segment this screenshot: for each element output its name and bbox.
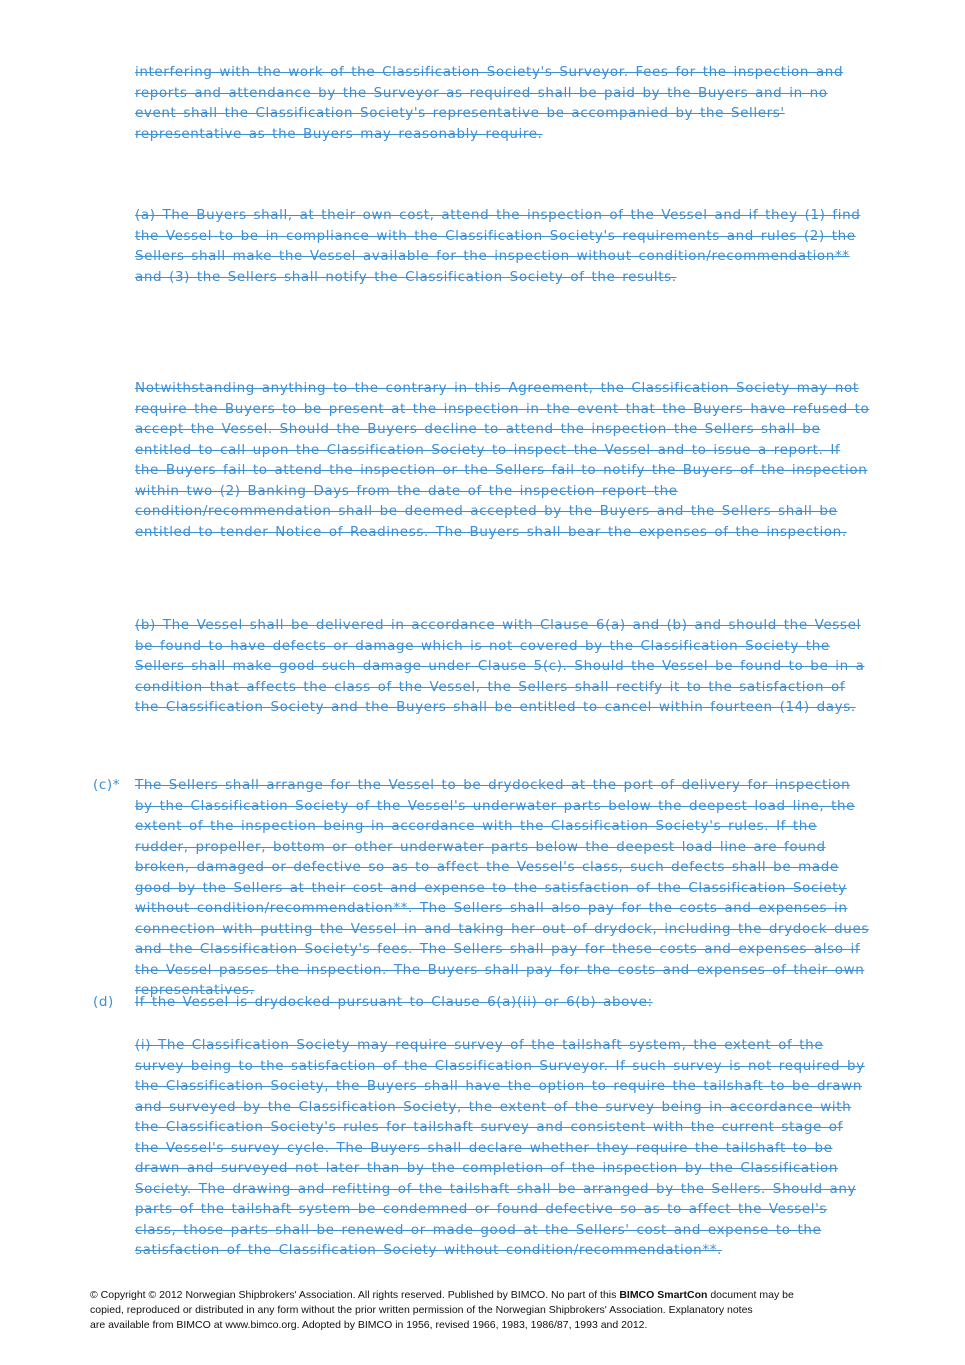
footer-line-3: are available from BIMCO at www.bimco.org. Adopted by BIMCO in 1956, revised 1966, 1983, 1986/87, 1993 and 2012. — [90, 1319, 648, 1331]
clause-marker: (c)* — [93, 777, 121, 793]
footer-brand: BIMCO SmartCon — [619, 1289, 708, 1301]
paragraph-d-drydocked — [93, 992, 870, 1013]
paragraph-i-tailshaft — [135, 1035, 870, 1261]
paragraph-text: If the Vessel is drydocked pursuant to Clause 6(a)(ii) or 6(b) above: — [135, 994, 653, 1010]
footer-line-2: copied, reproduced or distributed in any form without the prior written permission of the Norwegian Shipbrokers' Association. Explanatory notes — [90, 1304, 753, 1316]
paragraph-text: (a) The Buyers shall, at their own cost, attend the inspection of the Vessel and if they (1) find the Vessel to be in compliance with the Classification Society's requirements and rules (2) the Sellers shall make the Vessel available for the inspection without condition/recommendation** and (3) the Sellers shall notify the Classification Society of the results. — [135, 207, 861, 285]
paragraph-b-delivery — [135, 615, 870, 718]
clause-marker: (d) — [93, 994, 114, 1010]
footer-line-1-prefix: © Copyright © 2012 Norwegian Shipbrokers' Association. All rights reserved. Published by BIMCO. No part of this — [90, 1289, 620, 1301]
footer-line-1 — [90, 1288, 910, 1303]
footer-line-1-suffix: document may be — [707, 1289, 794, 1301]
paragraph-text: (i) The Classification Society may require survey of the tailshaft system, the extent of the survey being to the satisfaction of the Classification Surveyor. If such survey is not required by the Classification Society, the Buyers shall have the option to require the tailshaft to be drawn and surveyed by the Classification Society, the extent of the survey being in accordance with the Classification Society's rules for tailshaft survey and consistent with the current stage of the Vessel's survey cycle. The Buyers shall declare whether they require the tailshaft to be drawn and surveyed not later than by the completion of the inspection by the Classification Society. The drawing and refitting of the tailshaft shall be arranged by the Sellers. Should any parts of the tailshaft system be condemned or found defective so as to affect the Vessel's class, those parts shall be renewed or made good at the Sellers' cost and expense to the satisfaction of the Classification Society without condition/recommendation**. — [135, 1037, 865, 1258]
paragraph-text: The Sellers shall arrange for the Vessel to be drydocked at the port of delivery for inspection by the Classification Society of the Vessel's underwater parts below the deepest load line, the extent of the inspection being in accordance with the Classification Society's rules. If the rudder, propeller, bottom or other underwater parts below the deepest load line are found broken, damaged or defective so as to affect the Vessel's class, such defects shall be made good by the Sellers at their cost and expense to the satisfaction of the Classification Society without condition/recommendation**. The Sellers shall also pay for the costs and expenses in connection with putting the Vessel in and taking her out of drydock, including the drydock dues and the Classification Society's fees. The Sellers shall pay for these costs and expenses also if the Vessel passes the inspection. The Buyers shall pay for the costs and expenses of their own representatives. — [135, 777, 869, 998]
paragraph-a-buyers-attend — [135, 205, 870, 287]
paragraph-text: Notwithstanding anything to the contrary in this Agreement, the Classification Society may not require the Buyers to be present at the inspection in the event that the Buyers have refused to accept the Vessel. Should the Buyers decline to attend the inspection the Sellers shall be entitled to call upon the Classification Society to inspect the Vessel and to issue a report. If the Buyers fail to attend the inspection or the Sellers fail to notify the Buyers of the inspection within two (2) Banking Days from the date of the inspection report the condition/recommendation shall be deemed accepted by the Buyers and the Sellers shall be entitled to tender Notice of Readiness. The Buyers shall bear the expenses of the inspection. — [135, 380, 870, 540]
paragraph-c-drydock — [93, 775, 870, 1001]
paragraph-text: interfering with the work of the Classification Society's Surveyor. Fees for the inspection and reports and attendance by the Surveyor as required shall be paid by the Buyers and in no event shall the Classification Society's representative be accompanied by the Sellers' representative as the Buyers may reasonably require. — [135, 64, 844, 142]
paragraph-inspection-fees — [135, 62, 870, 144]
copyright-footer — [90, 1288, 910, 1333]
paragraph-notwithstanding — [135, 378, 870, 542]
paragraph-text: (b) The Vessel shall be delivered in accordance with Clause 6(a) and (b) and should the Vessel be found to have defects or damage which is not covered by the Classification Society the Sellers shall make good such damage under Clause 5(c). Should the Vessel be found to be in a condition that affects the class of the Vessel, the Sellers shall rectify it to the satisfaction of the Classification Society and the Buyers shall be entitled to cancel within fourteen (14) days. — [135, 617, 865, 715]
